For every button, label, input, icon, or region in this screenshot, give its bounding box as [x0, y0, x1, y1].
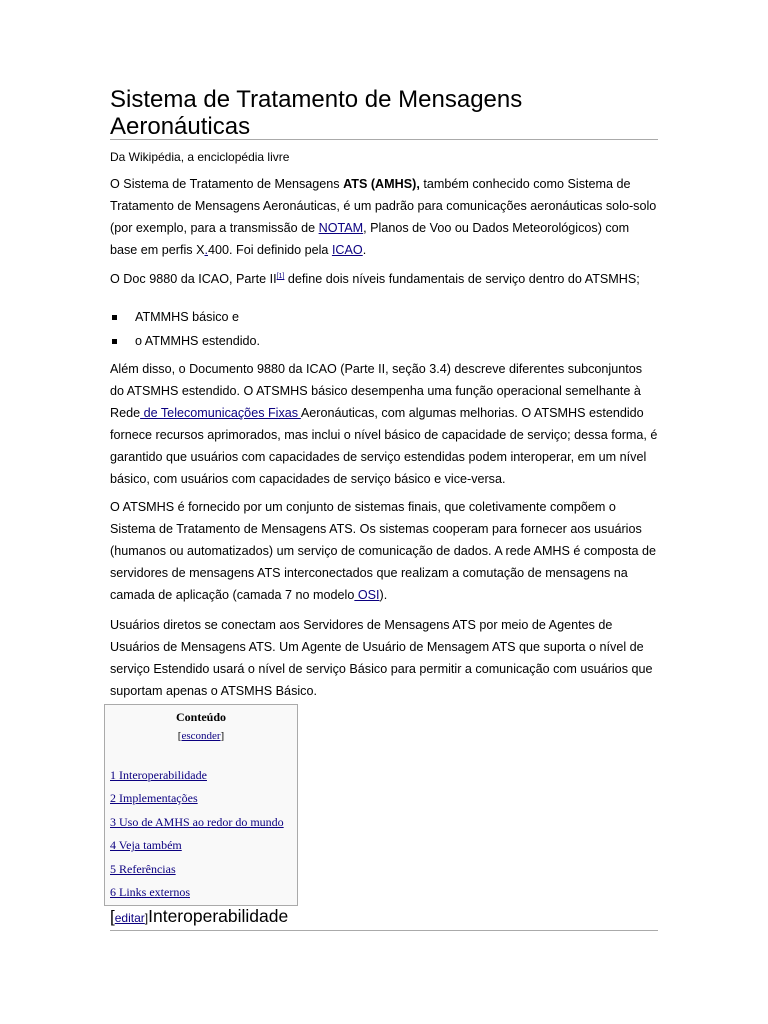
para4-text-2: ). — [379, 588, 388, 602]
reference-link[interactable]: [1] — [276, 273, 285, 280]
edit-section: [editar] — [110, 907, 149, 926]
toc-hide-link[interactable]: esconder — [181, 730, 221, 742]
intro-text-2: também conhecido como Sistema de Tratamento de Mensagens Aeronáuticas, é um padrão para comunicações aeronáuticas solo-solo (por exemplo, para a transmissão de — [110, 177, 657, 235]
notam-link[interactable]: NOTAM — [318, 221, 364, 235]
intro-text-3: , Planos de Voo ou Dados Meteorológicos) com base em perfis X — [110, 221, 630, 257]
section-title: Interoperabilidade — [148, 906, 289, 926]
para3-text-2: Aeronáuticas, com algumas melhorias. O ATSMHS estendido fornece recursos aprimorados, mas inclui o nível básico de capacidade de serviço; dessa forma, é garantido que usuários com capacidades de serviço estendidas podem interoperar, em um nível básico, com usuários com capacidades de serviço básico e vice-versa. — [110, 406, 658, 486]
icao-link[interactable]: ICAO — [331, 243, 363, 257]
toc-item[interactable]: 3 Uso de AMHS ao redor do mundo — [110, 814, 284, 829]
toc-item[interactable]: 4 Veja também — [110, 838, 182, 853]
intro-paragraph — [110, 173, 658, 261]
service-levels-list — [110, 305, 260, 353]
intro-text-4: 400. Foi definido pela — [208, 243, 332, 257]
intro-bold: ATS (AMHS), — [343, 177, 420, 191]
systems-paragraph — [110, 496, 658, 606]
para4-text-1: O ATSMHS é fornecido por um conjunto de sistemas finais, que coletivamente compõem o Sistema de Tratamento de Mensagens ATS. Os sistemas cooperam para fornecer aos usuários (humanos ou automatizados) um serviço de comunicação de dados. A rede AMHS é composta de servidores de mensagens ATS interconectados que realizam a comutação de mensagens na camada de aplicação (camada 7 no modelo — [110, 500, 657, 602]
page-title: Sistema de Tratamento de Mensagens Aeronáuticas — [110, 86, 658, 140]
doc-text-2: define dois níveis fundamentais de serviço dentro do ATSMHS; — [284, 272, 640, 286]
x400-link[interactable]: . — [204, 243, 208, 257]
toc-toggle: [esconder] — [177, 730, 225, 742]
toc-item[interactable]: 5 Referências — [110, 861, 176, 876]
toc-list — [110, 767, 284, 907]
toc-item[interactable]: 2 Implementações — [110, 791, 198, 806]
telecom-network-link[interactable]: de Telecomunicações Fixas — [140, 406, 301, 420]
para3-text-1: Além disso, o Documento 9880 da ICAO (Parte II, seção 3.4) descreve diferentes subconjuntos do ATSMHS estendido. O ATSMHS básico desempenha uma função operacional semelhante à Rede — [110, 362, 643, 420]
list-item: o ATMMHS estendido. — [110, 329, 260, 353]
table-of-contents — [104, 704, 298, 906]
page-subtitle: Da Wikipédia, a enciclopédia livre — [110, 150, 290, 164]
toc-item[interactable]: 6 Links externos — [110, 884, 190, 899]
section-heading — [110, 906, 658, 931]
doc-text-1: O Doc 9880 da ICAO, Parte II — [110, 272, 277, 286]
list-item: ATMMHS básico e — [110, 305, 260, 329]
intro-text-5: . — [362, 243, 367, 257]
edit-link[interactable]: editar — [114, 911, 145, 925]
toc-item[interactable]: 1 Interoperabilidade — [110, 768, 207, 782]
users-paragraph: Usuários diretos se conectam aos Servidores de Mensagens ATS por meio de Agentes de Usuários de Mensagens ATS. Um Agente de Usuário de Mensagem ATS que suporta o nível de serviço Estendido usará o nível de serviço Básico para permitir a comunicação com usuários que suportam apenas o ATSMHS Básico. — [110, 618, 653, 698]
doc-paragraph — [110, 268, 658, 290]
intro-text-1: O Sistema de Tratamento de Mensagens — [110, 177, 344, 191]
subsets-paragraph — [110, 358, 658, 490]
toc-title: Conteúdo — [175, 710, 226, 724]
osi-link[interactable]: OSI — [354, 588, 380, 602]
